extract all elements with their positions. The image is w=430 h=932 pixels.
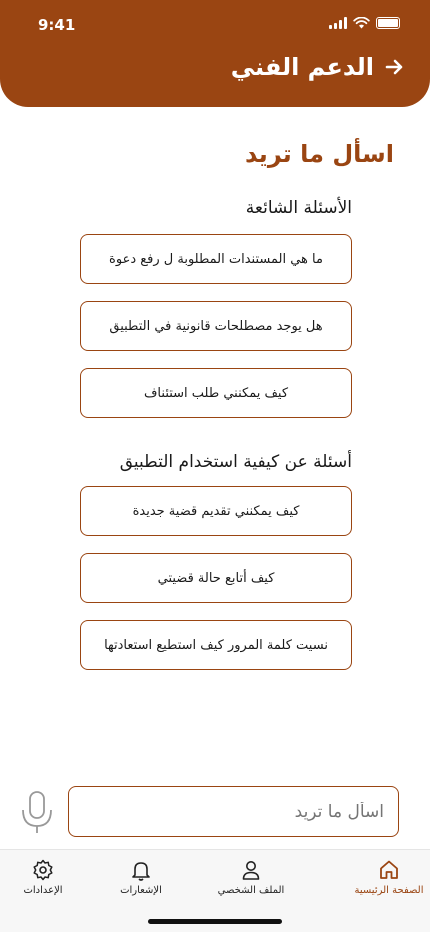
- usage-section-title: أسئلة عن كيفية استخدام التطبيق: [119, 452, 352, 472]
- nav-item-profile[interactable]: [206, 858, 296, 896]
- header-title: الدعم الفني: [230, 53, 374, 81]
- bell-icon: [129, 858, 153, 882]
- nav-item-home[interactable]: [344, 858, 430, 896]
- battery-icon: [376, 17, 400, 29]
- app-header: [0, 0, 430, 107]
- nav-label-home: الصفحة الرئيسية: [354, 885, 424, 896]
- nav-item-settings[interactable]: [0, 858, 88, 896]
- microphone-icon[interactable]: [20, 790, 54, 834]
- nav-item-notifications[interactable]: [96, 858, 186, 896]
- home-icon: [377, 858, 401, 882]
- status-time: 9:41: [38, 16, 76, 34]
- usage-question-card[interactable]: كيف يمكنني تقديم قضية جديدة: [80, 486, 352, 536]
- nav-label-notifications: الإشعارات: [120, 885, 162, 896]
- gear-icon: [31, 858, 55, 882]
- ask-input[interactable]: [68, 786, 399, 837]
- faq-question-card[interactable]: هل يوجد مصطلحات قانونية في التطبيق: [80, 301, 352, 351]
- usage-question-card[interactable]: كيف أتابع حالة قضيتي: [80, 553, 352, 603]
- page-title: اسأل ما تريد: [244, 140, 394, 168]
- faq-question-card[interactable]: ما هي المستندات المطلوبة ل رفع دعوة: [80, 234, 352, 284]
- faq-section-title: الأسئلة الشائعة: [245, 198, 352, 218]
- header-title-row: [231, 50, 404, 84]
- wifi-icon: [353, 17, 370, 29]
- ask-row: [20, 786, 400, 838]
- back-arrow-icon[interactable]: [384, 57, 404, 77]
- status-bar: [0, 0, 430, 50]
- signal-icon: [329, 17, 347, 29]
- usage-question-card[interactable]: نسيت كلمة المرور كيف استطيع استعادتها: [80, 620, 352, 670]
- nav-label-settings: الإعدادات: [23, 885, 63, 896]
- status-icons: [329, 17, 400, 29]
- faq-question-card[interactable]: كيف يمكنني طلب استئناف: [80, 368, 352, 418]
- home-indicator: [148, 919, 282, 924]
- nav-label-profile: الملف الشخصي: [217, 885, 285, 896]
- profile-icon: [239, 858, 263, 882]
